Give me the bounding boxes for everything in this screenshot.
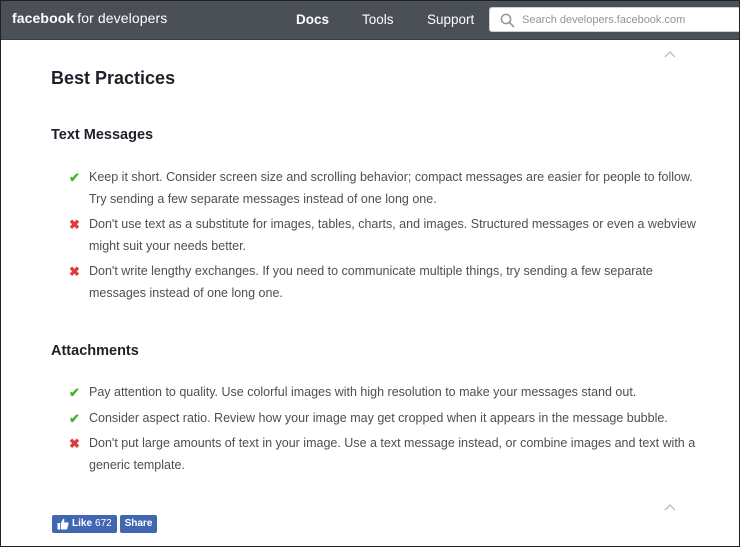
facebook-developers-logo[interactable] bbox=[12, 10, 167, 26]
check-icon: ✔ bbox=[69, 385, 80, 400]
cross-icon: ✖ bbox=[69, 217, 80, 232]
search-box[interactable] bbox=[489, 7, 740, 32]
like-count: 672 bbox=[95, 518, 112, 529]
share-button[interactable]: Share bbox=[120, 515, 157, 533]
list-item bbox=[69, 261, 709, 304]
list-item-text: Keep it short. Consider screen size and scrolling behavior; compact messages are easier for people to follow. Try sending a few separate messages instead of one long one. bbox=[89, 170, 693, 206]
logo-brand: facebook bbox=[12, 10, 75, 26]
nav-docs[interactable]: Docs bbox=[296, 12, 330, 27]
scroll-up-chevron-icon[interactable] bbox=[663, 502, 677, 512]
nav-tools[interactable]: Tools bbox=[362, 12, 394, 27]
cross-icon: ✖ bbox=[69, 436, 80, 451]
search-input[interactable] bbox=[522, 12, 737, 28]
nav-support[interactable]: Support bbox=[427, 12, 475, 27]
section-title-attachments: Attachments bbox=[51, 343, 139, 359]
text-messages-list bbox=[69, 167, 709, 308]
like-label: Like bbox=[72, 518, 93, 529]
list-item-text: Consider aspect ratio. Review how your image may get cropped when it appears in the message bubble. bbox=[89, 410, 668, 425]
logo-suffix: for developers bbox=[77, 10, 168, 26]
list-item-text: Pay attention to quality. Use colorful images with high resolution to make your messages stand out. bbox=[89, 385, 637, 399]
cross-icon: ✖ bbox=[69, 264, 80, 279]
check-icon: ✔ bbox=[69, 170, 80, 185]
list-item bbox=[69, 214, 709, 257]
list-item bbox=[69, 408, 709, 430]
section-title-text-messages: Text Messages bbox=[51, 127, 154, 143]
top-navigation-bar bbox=[1, 1, 739, 40]
thumbs-up-icon bbox=[57, 518, 69, 530]
list-item bbox=[69, 167, 709, 210]
list-item-text: Don't put large amounts of text in your image. Use a text message instead, or combine images and text with a generic template. bbox=[89, 436, 696, 472]
search-icon bbox=[500, 13, 515, 28]
list-item-text: Don't write lengthy exchanges. If you need to communicate multiple things, try sending a few separate messages instead of one long one. bbox=[89, 264, 653, 300]
list-item bbox=[69, 433, 709, 476]
list-item-text: Don't use text as a substitute for images, tables, charts, and images. Structured messages or even a webview might suit your needs better. bbox=[89, 217, 696, 253]
list-item bbox=[69, 382, 709, 404]
like-button[interactable] bbox=[52, 515, 117, 533]
page-title: Best Practices bbox=[51, 68, 176, 88]
check-icon: ✔ bbox=[69, 410, 80, 426]
attachments-list bbox=[69, 382, 709, 480]
scroll-up-chevron-icon[interactable] bbox=[663, 49, 677, 59]
